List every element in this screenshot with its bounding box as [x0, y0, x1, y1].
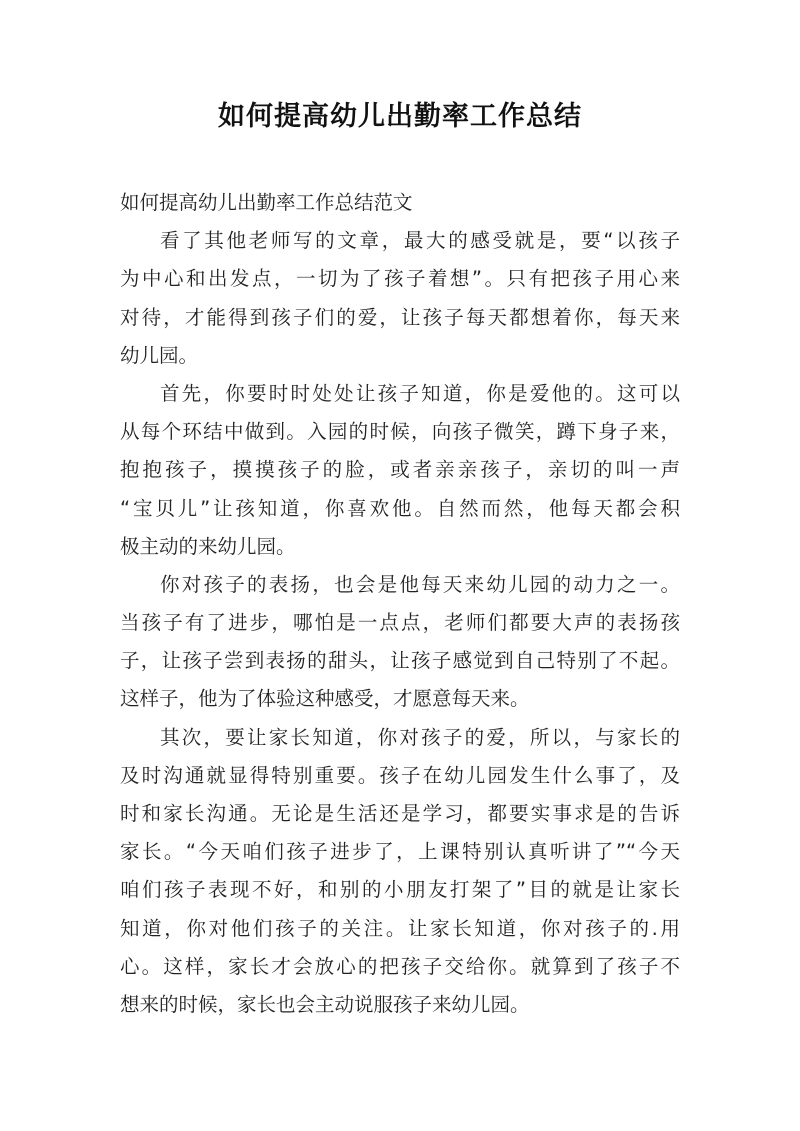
- document-title: 如何提高幼儿出勤率工作总结: [218, 101, 582, 132]
- paragraph-line: 咱们孩子表现不好，和别的小朋友打架了”目的就是让家长: [120, 878, 680, 902]
- document-body: [120, 184, 680, 1024]
- paragraph-line: 子，让孩子尝到表扬的甜头，让孩子感觉到自己特别了不起。: [120, 649, 680, 673]
- paragraph-line: 抱抱孩子，摸摸孩子的脸，或者亲亲孩子，亲切的叫一声: [120, 458, 680, 482]
- paragraph-line: 对待，才能得到孩子们的爱，让孩子每天都想着你，每天来: [120, 305, 680, 329]
- paragraph-line: 及时沟通就显得特别重要。孩子在幼儿园发生什么事了，及: [120, 763, 680, 787]
- paragraph-line: 想来的时候，家长也会主动说服孩子来幼儿园。: [120, 992, 530, 1016]
- paragraph-line: 看了其他老师写的文章，最大的感受就是，要“以孩子: [160, 229, 680, 253]
- paragraph-line: 当孩子有了进步，哪怕是一点点，老师们都要大声的表扬孩: [120, 611, 680, 635]
- paragraph-line: 时和家长沟通。无论是生活还是学习，都要实事求是的告诉: [120, 802, 680, 825]
- paragraph-line: 家长。“今天咱们孩子进步了，上课特别认真听讲了”“今天: [120, 840, 680, 864]
- paragraph-4: [120, 719, 680, 1025]
- paragraph-line: 知道，你对他们孩子的关注。让家长知道，你对孩子的.用: [120, 916, 680, 940]
- document-subtitle: 如何提高幼儿出勤率工作总结范文: [120, 191, 413, 214]
- paragraph-line: “宝贝儿”让孩知道，你喜欢他。自然而然，他每天都会积: [120, 496, 680, 520]
- paragraph-line: 其次，要让家长知道，你对孩子的爱，所以，与家长的: [160, 725, 680, 749]
- paragraph-line: 你对孩子的表扬，也会是他每天来幼儿园的动力之一。: [160, 572, 680, 596]
- paragraph-line: 极主动的来幼儿园。: [120, 534, 296, 558]
- paragraph-1: [120, 222, 680, 375]
- paragraph-3: [120, 566, 680, 719]
- paragraph-line: 从每个环结中做到。入园的时候，向孩子微笑，蹲下身子来，: [120, 420, 680, 444]
- paragraph-line: 这样子，他为了体验这种感受，才愿意每天来。: [120, 687, 530, 711]
- paragraph-2: [120, 375, 680, 566]
- paragraph-line: 心。这样，家长才会放心的把孩子交给你。就算到了孩子不: [120, 954, 680, 978]
- paragraph-line: 首先，你要时时处处让孩子知道，你是爱他的。这可以: [160, 381, 680, 405]
- paragraph-line: 幼儿园。: [120, 343, 199, 367]
- paragraph-line: 为中心和出发点，一切为了孩子着想”。只有把孩子用心来: [120, 267, 680, 291]
